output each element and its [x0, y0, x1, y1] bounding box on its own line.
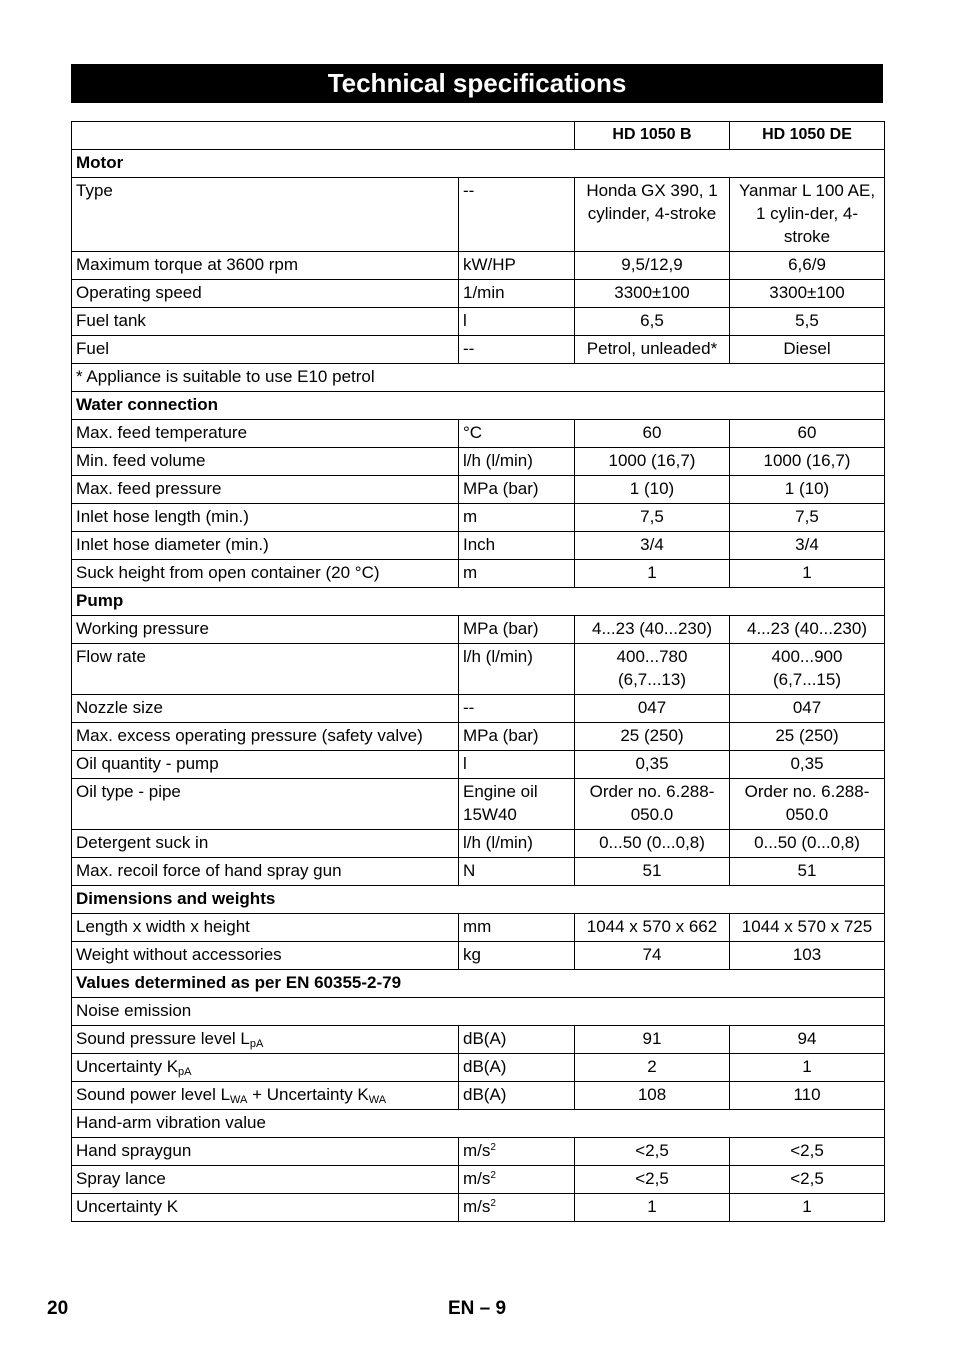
- value-b: 4...23 (40...230): [575, 616, 730, 644]
- row-unit: [459, 1194, 575, 1222]
- row-label: Operating speed: [72, 280, 459, 308]
- header-empty-cell: [72, 122, 575, 150]
- value-de: 1: [730, 1194, 885, 1222]
- table-row: [72, 1026, 885, 1054]
- row-label: Nozzle size: [72, 695, 459, 723]
- value-de: 0,35: [730, 751, 885, 779]
- value-b: 1: [575, 1194, 730, 1222]
- value-line: 400...780: [616, 647, 688, 666]
- value-de: 7,5: [730, 504, 885, 532]
- section-row: [72, 150, 885, 178]
- label-text: Sound power level L: [76, 1085, 231, 1104]
- row-unit: dB(A): [459, 1082, 575, 1110]
- row-unit: l: [459, 308, 575, 336]
- section-pump: Pump: [72, 588, 885, 616]
- row-label: Max. recoil force of hand spray gun: [72, 858, 459, 886]
- value-b: [575, 644, 730, 695]
- table-row: [72, 695, 885, 723]
- row-label: Detergent suck in: [72, 830, 459, 858]
- value-de: 60: [730, 420, 885, 448]
- row-label: Min. feed volume: [72, 448, 459, 476]
- page-title: Technical specifications: [71, 64, 883, 103]
- subsection-row: [72, 1110, 885, 1138]
- value-de: 51: [730, 858, 885, 886]
- label-text: Sound pressure level L: [76, 1029, 250, 1048]
- unit-text: m/s: [463, 1141, 491, 1160]
- value-de: 3300±100: [730, 280, 885, 308]
- row-label: Max. excess operating pressure (safety valve): [72, 723, 459, 751]
- value-b: 60: [575, 420, 730, 448]
- row-label: Fuel tank: [72, 308, 459, 336]
- value-de: 6,6/9: [730, 252, 885, 280]
- value-de: 4...23 (40...230): [730, 616, 885, 644]
- value-de: 94: [730, 1026, 885, 1054]
- label-text: Uncertainty K: [76, 1057, 179, 1076]
- unit-superscript: 2: [490, 1198, 496, 1209]
- row-label: Inlet hose length (min.): [72, 504, 459, 532]
- row-unit: [459, 1166, 575, 1194]
- row-unit: l/h (l/min): [459, 830, 575, 858]
- value-de: <2,5: [730, 1138, 885, 1166]
- value-b: 3300±100: [575, 280, 730, 308]
- value-b: 0,35: [575, 751, 730, 779]
- row-unit: l/h (l/min): [459, 448, 575, 476]
- table-row: [72, 830, 885, 858]
- value-de: 1000 (16,7): [730, 448, 885, 476]
- value-de: [730, 644, 885, 695]
- unit-text: m/s: [463, 1169, 491, 1188]
- row-unit: MPa (bar): [459, 723, 575, 751]
- value-b: 2: [575, 1054, 730, 1082]
- row-unit: MPa (bar): [459, 476, 575, 504]
- section-motor: Motor: [72, 150, 885, 178]
- value-de: <2,5: [730, 1166, 885, 1194]
- row-unit: m: [459, 560, 575, 588]
- table-row: [72, 420, 885, 448]
- row-unit: MPa (bar): [459, 616, 575, 644]
- table-row: [72, 914, 885, 942]
- section-water-connection: Water connection: [72, 392, 885, 420]
- value-de: 1: [730, 560, 885, 588]
- table-row: [72, 280, 885, 308]
- page-number: 20: [47, 1298, 69, 1319]
- value-b: Petrol, unleaded*: [575, 336, 730, 364]
- row-label: Maximum torque at 3600 rpm: [72, 252, 459, 280]
- section-row: [72, 970, 885, 998]
- value-b: Honda GX 390, 1 cylinder, 4-stroke: [575, 178, 730, 252]
- table-row: [72, 476, 885, 504]
- value-b: 047: [575, 695, 730, 723]
- table-row: [72, 336, 885, 364]
- row-unit: kg: [459, 942, 575, 970]
- vibration-label: Hand-arm vibration value: [72, 1110, 885, 1138]
- value-b: 3/4: [575, 532, 730, 560]
- row-unit: Inch: [459, 532, 575, 560]
- row-label: Hand spraygun: [72, 1138, 459, 1166]
- value-de: 110: [730, 1082, 885, 1110]
- header-model-b: HD 1050 B: [575, 122, 730, 150]
- table-row: [72, 779, 885, 830]
- value-line: (6,7...15): [772, 670, 842, 689]
- row-unit: l: [459, 751, 575, 779]
- value-b: 1: [575, 560, 730, 588]
- row-label: Working pressure: [72, 616, 459, 644]
- row-label: Max. feed pressure: [72, 476, 459, 504]
- row-unit: Engine oil 15W40: [459, 779, 575, 830]
- value-b: 1044 x 570 x 662: [575, 914, 730, 942]
- row-label: [72, 1054, 459, 1082]
- table-row: [72, 1166, 885, 1194]
- e10-note: * Appliance is suitable to use E10 petrol: [72, 364, 885, 392]
- value-de: 5,5: [730, 308, 885, 336]
- value-line: (6,7...13): [617, 670, 687, 689]
- value-b: 51: [575, 858, 730, 886]
- row-label: Oil type - pipe: [72, 779, 459, 830]
- section-row: [72, 588, 885, 616]
- table-row: [72, 504, 885, 532]
- table-row: [72, 448, 885, 476]
- label-subscript: pA: [178, 1066, 192, 1078]
- row-unit: mm: [459, 914, 575, 942]
- header-model-de: HD 1050 DE: [730, 122, 885, 150]
- value-line: 400...900: [771, 647, 843, 666]
- table-row: [72, 1054, 885, 1082]
- value-b: 1 (10): [575, 476, 730, 504]
- row-unit: dB(A): [459, 1054, 575, 1082]
- row-label: Uncertainty K: [72, 1194, 459, 1222]
- row-label: Suck height from open container (20 °C): [72, 560, 459, 588]
- row-label: Flow rate: [72, 644, 459, 695]
- row-label: Type: [72, 178, 459, 252]
- row-unit: °C: [459, 420, 575, 448]
- row-unit: N: [459, 858, 575, 886]
- table-row: [72, 723, 885, 751]
- row-unit: kW/HP: [459, 252, 575, 280]
- value-de: 103: [730, 942, 885, 970]
- label-subscript: WA: [230, 1094, 248, 1106]
- value-de: 3/4: [730, 532, 885, 560]
- unit-superscript: 2: [490, 1170, 496, 1181]
- row-label: Inlet hose diameter (min.): [72, 532, 459, 560]
- label-subscript: WA: [368, 1094, 387, 1106]
- value-de: Yanmar L 100 AE, 1 cylin-der, 4-stroke: [730, 178, 885, 252]
- table-row: [72, 858, 885, 886]
- row-unit: --: [459, 178, 575, 252]
- row-label: Fuel: [72, 336, 459, 364]
- value-b: 25 (250): [575, 723, 730, 751]
- value-b: <2,5: [575, 1166, 730, 1194]
- row-unit: [459, 1138, 575, 1166]
- value-b: 0...50 (0...0,8): [575, 830, 730, 858]
- unit-text: m/s: [463, 1197, 491, 1216]
- table-row: [72, 644, 885, 695]
- value-b: 91: [575, 1026, 730, 1054]
- value-de: 25 (250): [730, 723, 885, 751]
- unit-superscript: 2: [490, 1142, 496, 1153]
- row-unit: --: [459, 695, 575, 723]
- table-row: [72, 1082, 885, 1110]
- table-row: [72, 616, 885, 644]
- row-unit: 1/min: [459, 280, 575, 308]
- value-b: 9,5/12,9: [575, 252, 730, 280]
- value-b: 7,5: [575, 504, 730, 532]
- row-label: [72, 1082, 459, 1110]
- table-row: [72, 942, 885, 970]
- row-label: Length x width x height: [72, 914, 459, 942]
- row-unit: m: [459, 504, 575, 532]
- row-label: Spray lance: [72, 1166, 459, 1194]
- value-b: <2,5: [575, 1138, 730, 1166]
- table-row: [72, 560, 885, 588]
- row-label: [72, 1026, 459, 1054]
- page-label: EN – 9: [448, 1298, 507, 1319]
- value-de: Order no. 6.288-050.0: [730, 779, 885, 830]
- row-unit: --: [459, 336, 575, 364]
- value-b: 1000 (16,7): [575, 448, 730, 476]
- section-values-en: Values determined as per EN 60355-2-79: [72, 970, 885, 998]
- spec-table: [71, 121, 885, 1222]
- table-row: [72, 252, 885, 280]
- value-de: 047: [730, 695, 885, 723]
- section-row: [72, 392, 885, 420]
- table-row: [72, 532, 885, 560]
- value-de: 1044 x 570 x 725: [730, 914, 885, 942]
- value-b: 6,5: [575, 308, 730, 336]
- value-de: Diesel: [730, 336, 885, 364]
- table-row: [72, 1138, 885, 1166]
- note-row: [72, 364, 885, 392]
- value-de: 1: [730, 1054, 885, 1082]
- subsection-row: [72, 998, 885, 1026]
- row-label: Max. feed temperature: [72, 420, 459, 448]
- table-row: [72, 308, 885, 336]
- value-b: 108: [575, 1082, 730, 1110]
- row-unit: l/h (l/min): [459, 644, 575, 695]
- row-label: Oil quantity - pump: [72, 751, 459, 779]
- label-subscript: pA: [249, 1038, 264, 1050]
- label-text: + Uncertainty K: [247, 1085, 369, 1104]
- value-de: 1 (10): [730, 476, 885, 504]
- row-label: Weight without accessories: [72, 942, 459, 970]
- table-row: [72, 751, 885, 779]
- noise-emission-label: Noise emission: [72, 998, 885, 1026]
- row-unit: dB(A): [459, 1026, 575, 1054]
- table-row: [72, 1194, 885, 1222]
- section-dimensions: Dimensions and weights: [72, 886, 885, 914]
- value-b: 74: [575, 942, 730, 970]
- value-b: Order no. 6.288-050.0: [575, 779, 730, 830]
- value-de: 0...50 (0...0,8): [730, 830, 885, 858]
- table-row: [72, 178, 885, 252]
- section-row: [72, 886, 885, 914]
- table-header-row: [72, 122, 885, 150]
